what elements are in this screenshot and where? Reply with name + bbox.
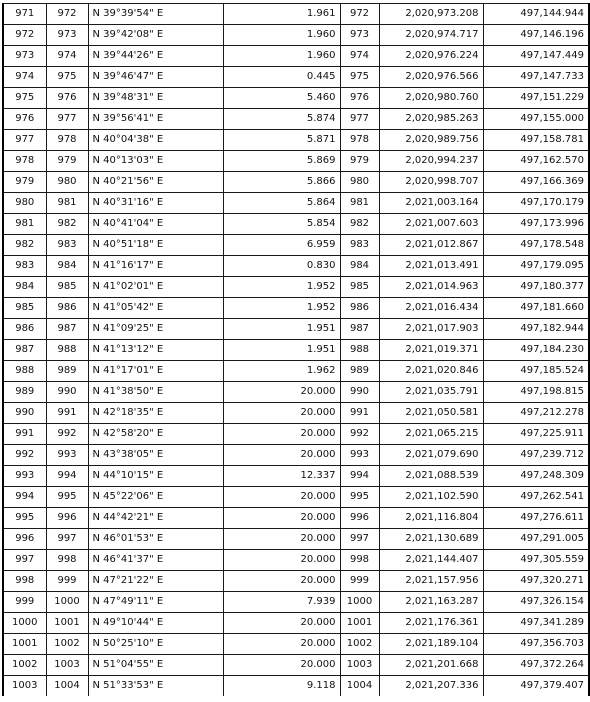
- to-station-cell: 998: [46, 550, 88, 571]
- distance-cell: 20.000: [223, 655, 340, 676]
- point-cell: 975: [340, 67, 379, 88]
- distance-cell: 1.952: [223, 277, 340, 298]
- easting-cell: 497,341.289: [483, 613, 589, 634]
- table-row: [3, 655, 589, 676]
- to-station-cell: 984: [46, 256, 88, 277]
- to-station-cell: 976: [46, 88, 88, 109]
- northing-cell: 2,021,189.104: [379, 634, 483, 655]
- table-row: [3, 676, 589, 697]
- point-cell: 993: [340, 445, 379, 466]
- bearing-cell: N 40°51'18" E: [88, 235, 223, 256]
- to-station-cell: 988: [46, 340, 88, 361]
- point-cell: 979: [340, 151, 379, 172]
- distance-cell: 5.866: [223, 172, 340, 193]
- from-station-cell: 971: [3, 4, 46, 25]
- to-station-cell: 977: [46, 109, 88, 130]
- bearing-cell: N 40°21'56" E: [88, 172, 223, 193]
- easting-cell: 497,162.570: [483, 151, 589, 172]
- distance-cell: 5.869: [223, 151, 340, 172]
- bearing-cell: N 40°31'16" E: [88, 193, 223, 214]
- table-row: [3, 634, 589, 655]
- easting-cell: 497,155.000: [483, 109, 589, 130]
- table-row: [3, 529, 589, 550]
- distance-cell: 20.000: [223, 424, 340, 445]
- distance-cell: 20.000: [223, 487, 340, 508]
- table-row: [3, 592, 589, 613]
- table-row: [3, 571, 589, 592]
- easting-cell: 497,198.815: [483, 382, 589, 403]
- table-row: [3, 67, 589, 88]
- easting-cell: 497,372.264: [483, 655, 589, 676]
- distance-cell: 5.854: [223, 214, 340, 235]
- distance-cell: 5.864: [223, 193, 340, 214]
- to-station-cell: 989: [46, 361, 88, 382]
- distance-cell: 20.000: [223, 508, 340, 529]
- to-station-cell: 991: [46, 403, 88, 424]
- bearing-cell: N 46°41'37" E: [88, 550, 223, 571]
- bearing-cell: N 47°21'22" E: [88, 571, 223, 592]
- from-station-cell: 997: [3, 550, 46, 571]
- to-station-cell: 980: [46, 172, 88, 193]
- distance-cell: 12.337: [223, 466, 340, 487]
- from-station-cell: 982: [3, 235, 46, 256]
- northing-cell: 2,021,207.336: [379, 676, 483, 697]
- from-station-cell: 1003: [3, 676, 46, 697]
- bearing-cell: N 51°04'55" E: [88, 655, 223, 676]
- easting-cell: 497,144.944: [483, 4, 589, 25]
- northing-cell: 2,021,130.689: [379, 529, 483, 550]
- from-station-cell: 983: [3, 256, 46, 277]
- from-station-cell: 995: [3, 508, 46, 529]
- table-row: [3, 193, 589, 214]
- northing-cell: 2,020,973.208: [379, 4, 483, 25]
- to-station-cell: 995: [46, 487, 88, 508]
- table-row: [3, 340, 589, 361]
- point-cell: 987: [340, 319, 379, 340]
- easting-cell: 497,147.733: [483, 67, 589, 88]
- northing-cell: 2,020,974.717: [379, 25, 483, 46]
- distance-cell: 20.000: [223, 571, 340, 592]
- bearing-cell: N 41°16'17" E: [88, 256, 223, 277]
- distance-cell: 1.951: [223, 319, 340, 340]
- point-cell: 976: [340, 88, 379, 109]
- table-row: [3, 277, 589, 298]
- table-row: [3, 550, 589, 571]
- from-station-cell: 979: [3, 172, 46, 193]
- easting-cell: 497,181.660: [483, 298, 589, 319]
- distance-cell: 5.871: [223, 130, 340, 151]
- bearing-cell: N 47°49'11" E: [88, 592, 223, 613]
- easting-cell: 497,239.712: [483, 445, 589, 466]
- easting-cell: 497,147.449: [483, 46, 589, 67]
- distance-cell: 7.939: [223, 592, 340, 613]
- to-station-cell: 999: [46, 571, 88, 592]
- point-cell: 997: [340, 529, 379, 550]
- point-cell: 981: [340, 193, 379, 214]
- table-row: [3, 109, 589, 130]
- easting-cell: 497,173.996: [483, 214, 589, 235]
- from-station-cell: 1001: [3, 634, 46, 655]
- northing-cell: 2,020,980.760: [379, 88, 483, 109]
- from-station-cell: 991: [3, 424, 46, 445]
- from-station-cell: 988: [3, 361, 46, 382]
- bearing-cell: N 42°18'35" E: [88, 403, 223, 424]
- to-station-cell: 993: [46, 445, 88, 466]
- point-cell: 1000: [340, 592, 379, 613]
- to-station-cell: 996: [46, 508, 88, 529]
- table-row: [3, 151, 589, 172]
- bearing-cell: N 46°01'53" E: [88, 529, 223, 550]
- to-station-cell: 975: [46, 67, 88, 88]
- northing-cell: 2,021,017.903: [379, 319, 483, 340]
- bearing-cell: N 43°38'05" E: [88, 445, 223, 466]
- easting-cell: 497,291.005: [483, 529, 589, 550]
- to-station-cell: 979: [46, 151, 88, 172]
- from-station-cell: 993: [3, 466, 46, 487]
- northing-cell: 2,020,985.263: [379, 109, 483, 130]
- to-station-cell: 985: [46, 277, 88, 298]
- to-station-cell: 973: [46, 25, 88, 46]
- to-station-cell: 987: [46, 319, 88, 340]
- northing-cell: 2,020,976.566: [379, 67, 483, 88]
- distance-cell: 1.952: [223, 298, 340, 319]
- point-cell: 1002: [340, 634, 379, 655]
- table-row: [3, 613, 589, 634]
- northing-cell: 2,021,019.371: [379, 340, 483, 361]
- bearing-cell: N 41°09'25" E: [88, 319, 223, 340]
- bearing-cell: N 41°17'01" E: [88, 361, 223, 382]
- northing-cell: 2,021,050.581: [379, 403, 483, 424]
- distance-cell: 9.118: [223, 676, 340, 697]
- point-cell: 991: [340, 403, 379, 424]
- easting-cell: 497,166.369: [483, 172, 589, 193]
- point-cell: 986: [340, 298, 379, 319]
- easting-cell: 497,326.154: [483, 592, 589, 613]
- easting-cell: 497,180.377: [483, 277, 589, 298]
- distance-cell: 1.960: [223, 25, 340, 46]
- easting-cell: 497,379.407: [483, 676, 589, 697]
- table-row: [3, 4, 589, 25]
- point-cell: 1001: [340, 613, 379, 634]
- point-cell: 972: [340, 4, 379, 25]
- distance-cell: 20.000: [223, 403, 340, 424]
- table-row: [3, 256, 589, 277]
- bearing-cell: N 45°22'06" E: [88, 487, 223, 508]
- distance-cell: 20.000: [223, 613, 340, 634]
- to-station-cell: 982: [46, 214, 88, 235]
- table-row: [3, 445, 589, 466]
- bearing-cell: N 40°41'04" E: [88, 214, 223, 235]
- northing-cell: 2,020,998.707: [379, 172, 483, 193]
- point-cell: 982: [340, 214, 379, 235]
- northing-cell: 2,021,016.434: [379, 298, 483, 319]
- from-station-cell: 978: [3, 151, 46, 172]
- northing-cell: 2,021,012.867: [379, 235, 483, 256]
- northing-cell: 2,021,013.491: [379, 256, 483, 277]
- point-cell: 985: [340, 277, 379, 298]
- easting-cell: 497,170.179: [483, 193, 589, 214]
- to-station-cell: 972: [46, 4, 88, 25]
- northing-cell: 2,021,116.804: [379, 508, 483, 529]
- distance-cell: 5.874: [223, 109, 340, 130]
- from-station-cell: 992: [3, 445, 46, 466]
- point-cell: 1003: [340, 655, 379, 676]
- point-cell: 980: [340, 172, 379, 193]
- table-row: [3, 466, 589, 487]
- bearing-cell: N 39°39'54" E: [88, 4, 223, 25]
- from-station-cell: 973: [3, 46, 46, 67]
- to-station-cell: 1004: [46, 676, 88, 697]
- to-station-cell: 986: [46, 298, 88, 319]
- northing-cell: 2,021,007.603: [379, 214, 483, 235]
- easting-cell: 497,248.309: [483, 466, 589, 487]
- point-cell: 984: [340, 256, 379, 277]
- from-station-cell: 974: [3, 67, 46, 88]
- bearing-cell: N 41°38'50" E: [88, 382, 223, 403]
- to-station-cell: 1001: [46, 613, 88, 634]
- to-station-cell: 992: [46, 424, 88, 445]
- easting-cell: 497,146.196: [483, 25, 589, 46]
- from-station-cell: 977: [3, 130, 46, 151]
- northing-cell: 2,021,201.668: [379, 655, 483, 676]
- bearing-cell: N 39°56'41" E: [88, 109, 223, 130]
- from-station-cell: 1000: [3, 613, 46, 634]
- distance-cell: 5.460: [223, 88, 340, 109]
- table-row: [3, 319, 589, 340]
- point-cell: 1004: [340, 676, 379, 697]
- point-cell: 996: [340, 508, 379, 529]
- easting-cell: 497,356.703: [483, 634, 589, 655]
- table-row: [3, 298, 589, 319]
- easting-cell: 497,184.230: [483, 340, 589, 361]
- to-station-cell: 997: [46, 529, 88, 550]
- from-station-cell: 976: [3, 109, 46, 130]
- table-row: [3, 25, 589, 46]
- from-station-cell: 985: [3, 298, 46, 319]
- bearing-cell: N 41°02'01" E: [88, 277, 223, 298]
- distance-cell: 1.962: [223, 361, 340, 382]
- point-cell: 973: [340, 25, 379, 46]
- easting-cell: 497,212.278: [483, 403, 589, 424]
- bearing-cell: N 41°13'12" E: [88, 340, 223, 361]
- northing-cell: 2,021,157.956: [379, 571, 483, 592]
- table-row: [3, 361, 589, 382]
- bearing-cell: N 50°25'10" E: [88, 634, 223, 655]
- distance-cell: 20.000: [223, 445, 340, 466]
- from-station-cell: 981: [3, 214, 46, 235]
- from-station-cell: 996: [3, 529, 46, 550]
- point-cell: 974: [340, 46, 379, 67]
- to-station-cell: 983: [46, 235, 88, 256]
- table-row: [3, 487, 589, 508]
- northing-cell: 2,021,102.590: [379, 487, 483, 508]
- distance-cell: 1.961: [223, 4, 340, 25]
- northing-cell: 2,021,020.846: [379, 361, 483, 382]
- table-row: [3, 46, 589, 67]
- from-station-cell: 999: [3, 592, 46, 613]
- bearing-cell: N 51°33'53" E: [88, 676, 223, 697]
- easting-cell: 497,151.229: [483, 88, 589, 109]
- point-cell: 999: [340, 571, 379, 592]
- point-cell: 983: [340, 235, 379, 256]
- point-cell: 995: [340, 487, 379, 508]
- northing-cell: 2,021,079.690: [379, 445, 483, 466]
- northing-cell: 2,021,088.539: [379, 466, 483, 487]
- from-station-cell: 975: [3, 88, 46, 109]
- northing-cell: 2,020,976.224: [379, 46, 483, 67]
- easting-cell: 497,185.524: [483, 361, 589, 382]
- table-row: [3, 214, 589, 235]
- distance-cell: 20.000: [223, 634, 340, 655]
- from-station-cell: 984: [3, 277, 46, 298]
- easting-cell: 497,182.944: [483, 319, 589, 340]
- bearing-cell: N 39°44'26" E: [88, 46, 223, 67]
- to-station-cell: 994: [46, 466, 88, 487]
- coordinate-table: [2, 3, 590, 696]
- northing-cell: 2,021,065.215: [379, 424, 483, 445]
- to-station-cell: 1003: [46, 655, 88, 676]
- easting-cell: 497,262.541: [483, 487, 589, 508]
- distance-cell: 20.000: [223, 529, 340, 550]
- to-station-cell: 974: [46, 46, 88, 67]
- distance-cell: 0.830: [223, 256, 340, 277]
- from-station-cell: 987: [3, 340, 46, 361]
- bearing-cell: N 41°05'42" E: [88, 298, 223, 319]
- northing-cell: 2,021,163.287: [379, 592, 483, 613]
- point-cell: 990: [340, 382, 379, 403]
- distance-cell: 0.445: [223, 67, 340, 88]
- bearing-cell: N 49°10'44" E: [88, 613, 223, 634]
- table-row: [3, 88, 589, 109]
- easting-cell: 497,158.781: [483, 130, 589, 151]
- easting-cell: 497,305.559: [483, 550, 589, 571]
- bearing-cell: N 39°42'08" E: [88, 25, 223, 46]
- point-cell: 998: [340, 550, 379, 571]
- easting-cell: 497,320.271: [483, 571, 589, 592]
- from-station-cell: 998: [3, 571, 46, 592]
- distance-cell: 1.951: [223, 340, 340, 361]
- point-cell: 988: [340, 340, 379, 361]
- from-station-cell: 980: [3, 193, 46, 214]
- point-cell: 992: [340, 424, 379, 445]
- from-station-cell: 989: [3, 382, 46, 403]
- to-station-cell: 981: [46, 193, 88, 214]
- bearing-cell: N 39°48'31" E: [88, 88, 223, 109]
- northing-cell: 2,021,176.361: [379, 613, 483, 634]
- table-row: [3, 424, 589, 445]
- northing-cell: 2,021,144.407: [379, 550, 483, 571]
- distance-cell: 20.000: [223, 550, 340, 571]
- northing-cell: 2,021,035.791: [379, 382, 483, 403]
- distance-cell: 1.960: [223, 46, 340, 67]
- point-cell: 989: [340, 361, 379, 382]
- table-body: [3, 4, 589, 697]
- table-row: [3, 235, 589, 256]
- distance-cell: 6.959: [223, 235, 340, 256]
- table-row: [3, 382, 589, 403]
- bearing-cell: N 39°46'47" E: [88, 67, 223, 88]
- bearing-cell: N 44°42'21" E: [88, 508, 223, 529]
- table-row: [3, 403, 589, 424]
- northing-cell: 2,020,989.756: [379, 130, 483, 151]
- easting-cell: 497,225.911: [483, 424, 589, 445]
- from-station-cell: 994: [3, 487, 46, 508]
- easting-cell: 497,179.095: [483, 256, 589, 277]
- to-station-cell: 990: [46, 382, 88, 403]
- point-cell: 977: [340, 109, 379, 130]
- from-station-cell: 990: [3, 403, 46, 424]
- distance-cell: 20.000: [223, 382, 340, 403]
- table-row: [3, 172, 589, 193]
- point-cell: 978: [340, 130, 379, 151]
- from-station-cell: 986: [3, 319, 46, 340]
- table-row: [3, 508, 589, 529]
- from-station-cell: 1002: [3, 655, 46, 676]
- easting-cell: 497,276.611: [483, 508, 589, 529]
- bearing-cell: N 42°58'20" E: [88, 424, 223, 445]
- point-cell: 994: [340, 466, 379, 487]
- bearing-cell: N 44°10'15" E: [88, 466, 223, 487]
- to-station-cell: 1002: [46, 634, 88, 655]
- northing-cell: 2,021,003.164: [379, 193, 483, 214]
- northing-cell: 2,020,994.237: [379, 151, 483, 172]
- northing-cell: 2,021,014.963: [379, 277, 483, 298]
- to-station-cell: 978: [46, 130, 88, 151]
- from-station-cell: 972: [3, 25, 46, 46]
- easting-cell: 497,178.548: [483, 235, 589, 256]
- table-row: [3, 130, 589, 151]
- to-station-cell: 1000: [46, 592, 88, 613]
- bearing-cell: N 40°04'38" E: [88, 130, 223, 151]
- bearing-cell: N 40°13'03" E: [88, 151, 223, 172]
